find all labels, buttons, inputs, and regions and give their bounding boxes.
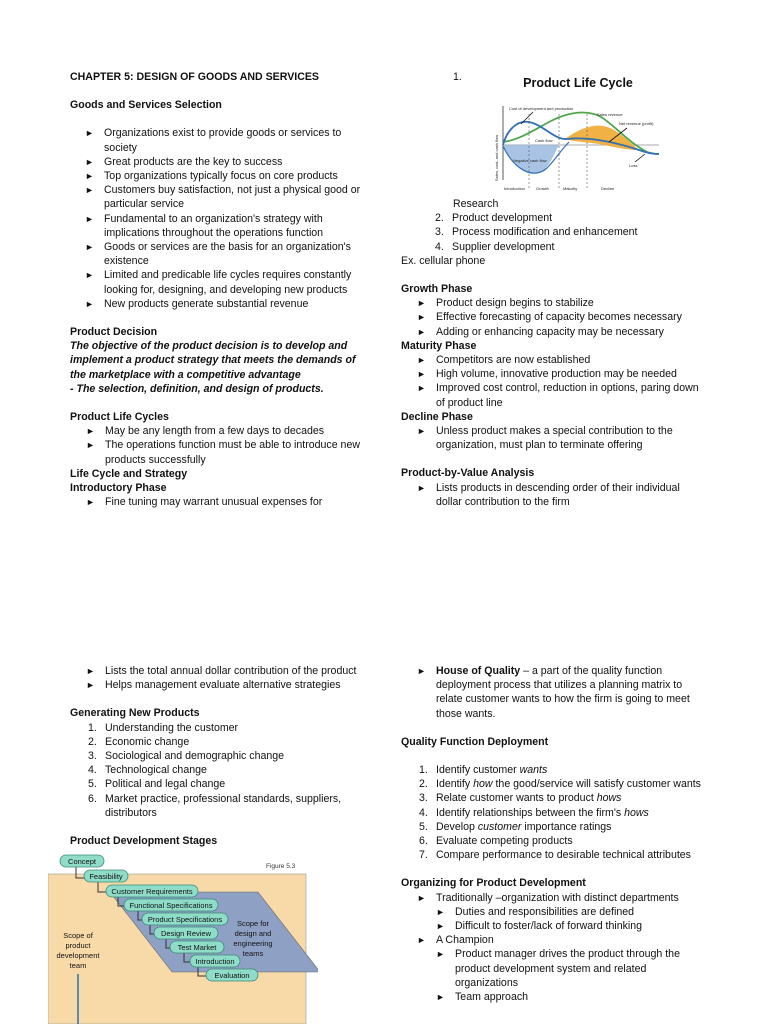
list-item: ► Duties and responsibilities are defined [401,905,706,919]
list-item: 4. Technological change [88,764,207,777]
pbv-heading: Product-by-Value Analysis [401,467,535,480]
scope-right-text: Scope for design and engineering teams [233,919,273,958]
gen-list [70,721,370,820]
list-item: ► Product design begins to stabilize [401,296,701,310]
list-item: ► A Champion [401,933,706,947]
list-item: ► May be any length from a few days to decades [70,424,370,438]
intro-heading: Introductory Phase [70,482,167,495]
stage-label: Feasibility [89,872,123,881]
list-item: ► The operations function must be able to introduce new products successfully [70,438,370,466]
hoq-term: House of Quality [436,665,521,677]
list-item: 5. Political and legal change [88,778,226,791]
plc-heading: Product Life Cycles [70,411,169,424]
gen-heading: Generating New Products [70,707,200,720]
list-item: 6. Evaluate competing products [419,835,573,848]
goods-heading: Goods and Services Selection [70,99,222,112]
stages-heading: Product Development Stages [70,835,218,848]
list-item: 4. Identify relationships between the firm's hows [419,806,649,819]
chart-label-negative: Negative cash flow [513,158,547,163]
list-item: ► Improved cost control, reduction in options, paring down of product line [401,381,701,409]
stage-label: Concept [68,857,96,866]
pbv-bullet-list [401,481,701,509]
stage-label: Evaluation [214,971,250,980]
chart-phase-label: Decline [601,186,615,191]
list-item: ► Competitors are now established [401,353,701,367]
chart-title: Product Life Cycle [523,76,633,90]
growth-bullet-list [401,296,701,339]
stage-label: Test Market [177,943,217,952]
maturity-bullet-list [401,353,701,410]
list-item: ► Effective forecasting of capacity becomes necessary [401,310,701,324]
org-trad-sublist [401,905,706,933]
list-item: 5. Develop customer importance ratings [419,820,612,833]
list-number: 1. [453,71,462,83]
chart-y-axis-label: Sales, cost, and cash flow [494,134,499,182]
list-item: ► Goods or services are the basis for an organization's existence [69,240,370,268]
list-item: ► High volume, innovative production may be needed [401,367,701,381]
chart-phase-label: Introduction [504,186,525,191]
page2-right-column [401,664,706,1004]
list-item: ► Limited and predicable life cycles requires constantly looking for, designing, and developing new products [69,268,370,296]
hoq-definition: – a part of the quality function deployment process that utilizes a planning matrix to relate customer wants to how the firm is going to meet those wants. [436,665,690,720]
list-item: ► Unless product makes a special contribution to the organization, must plan to terminate offering [401,424,701,452]
list-item: ► Traditionally –organization with distinct departments [401,891,706,905]
lcs-heading: Life Cycle and Strategy [70,467,188,480]
org-list [401,891,706,905]
list-item: 7. Compare performance to desirable technical attributes [419,849,691,862]
list-item: 2. Identify how the good/service will satisfy customer wants [419,778,701,791]
list-item: 3. Sociological and demographic change [88,750,285,763]
chart-label-loss: Loss [629,163,638,168]
decision-objective: The objective of the product decision is to develop and implement a product strategy that meets the demands of the marketplace with a competitive advantage [70,340,356,381]
list-item: ► Great products are the key to success [69,155,370,169]
maturity-heading: Maturity Phase [401,339,477,352]
decision-heading: Product Decision [70,326,158,339]
research-list [417,211,701,254]
page2-left-column [70,664,370,848]
list-item: 1. Understanding the customer [88,721,239,734]
stage-label: Product Specifications [147,915,223,924]
page-2 [0,664,768,1024]
list-item: ► Organizations exist to provide goods or services to society [69,126,370,154]
chapter-title: CHAPTER 5: DESIGN OF GOODS AND SERVICES [70,71,319,83]
plc-bullet-list [70,424,370,467]
list-item: ► New products generate substantial revenue [69,297,370,311]
list-item: ► Customers buy satisfaction, not just a physical good or particular service [69,183,370,211]
list-item: ► Fine tuning may warrant unusual expenses for [70,495,370,509]
list-item: ► Helps management evaluate alternative strategies [70,678,370,692]
list-item: 3. Relate customer wants to product hows [419,792,622,805]
list-item: ► Lists the total annual dollar contribution of the product [70,664,370,678]
qfd-list [401,763,706,862]
list-item: 6. Market practice, professional standards, suppliers, distributors [88,792,342,819]
list-item: ► Team approach [401,990,706,1004]
chart-phase-label: Growth [536,186,549,191]
list-item: ► Product manager drives the product through the product development system and related organizations [401,947,706,990]
growth-heading: Growth Phase [401,283,473,296]
list-item: ► Fundamental to an organization's strategy with implications throughout the operations function [69,212,370,240]
list-item: 4. Supplier development [435,240,555,253]
goods-bullet-list [69,126,370,311]
stage-label: Design Review [160,929,212,938]
org-heading: Organizing for Product Development [401,877,586,890]
example-text: Ex. cellular phone [401,254,486,267]
org-champion-sublist [401,947,706,1004]
list-item [401,664,706,721]
list-item: 2. Product development [435,212,553,225]
intro-bullet-list [70,495,370,509]
chart-label-sales: Sales revenue [597,112,623,117]
stage-label: Customer Requirements [111,887,193,896]
stage-label: Introduction [195,957,235,966]
list-item: 3. Process modification and enhancement [435,226,638,239]
chart-label-cash: Cash flow [535,138,553,143]
list-item: 1. Identify customer wants [419,764,548,777]
org-list-champion [401,933,706,947]
scope-left-text: Scope of product development team [56,931,100,970]
list-item: 2. Economic change [88,735,190,748]
pbv-continued-list [70,664,370,692]
hoq-list [401,664,706,721]
decline-heading: Decline Phase [401,410,473,423]
figure-label: Figure 5.3 [266,863,296,870]
stage-label: Functional Specifications [129,901,213,910]
research-label: Research [453,198,499,210]
decline-bullet-list [401,424,701,452]
chart-label-cost: Cost of development and production [509,106,574,111]
list-item: ► Lists products in descending order of their individual dollar contribution to the firm [401,481,701,509]
page1-left-column [70,70,370,509]
qfd-heading: Quality Function Deployment [401,735,549,748]
decision-definition: - The selection, definition, and design of products. [70,382,324,395]
list-item: ► Adding or enhancing capacity may be necessary [401,325,701,339]
list-item: ► Difficult to foster/lack of forward thinking [401,919,706,933]
list-item: ► Top organizations typically focus on core products [69,169,370,183]
chart-label-net: Net revenue (profit) [619,121,654,126]
product-life-cycle-chart [489,70,667,196]
chart-phase-label: Maturity [563,186,578,191]
product-development-stages-figure [48,852,318,1024]
